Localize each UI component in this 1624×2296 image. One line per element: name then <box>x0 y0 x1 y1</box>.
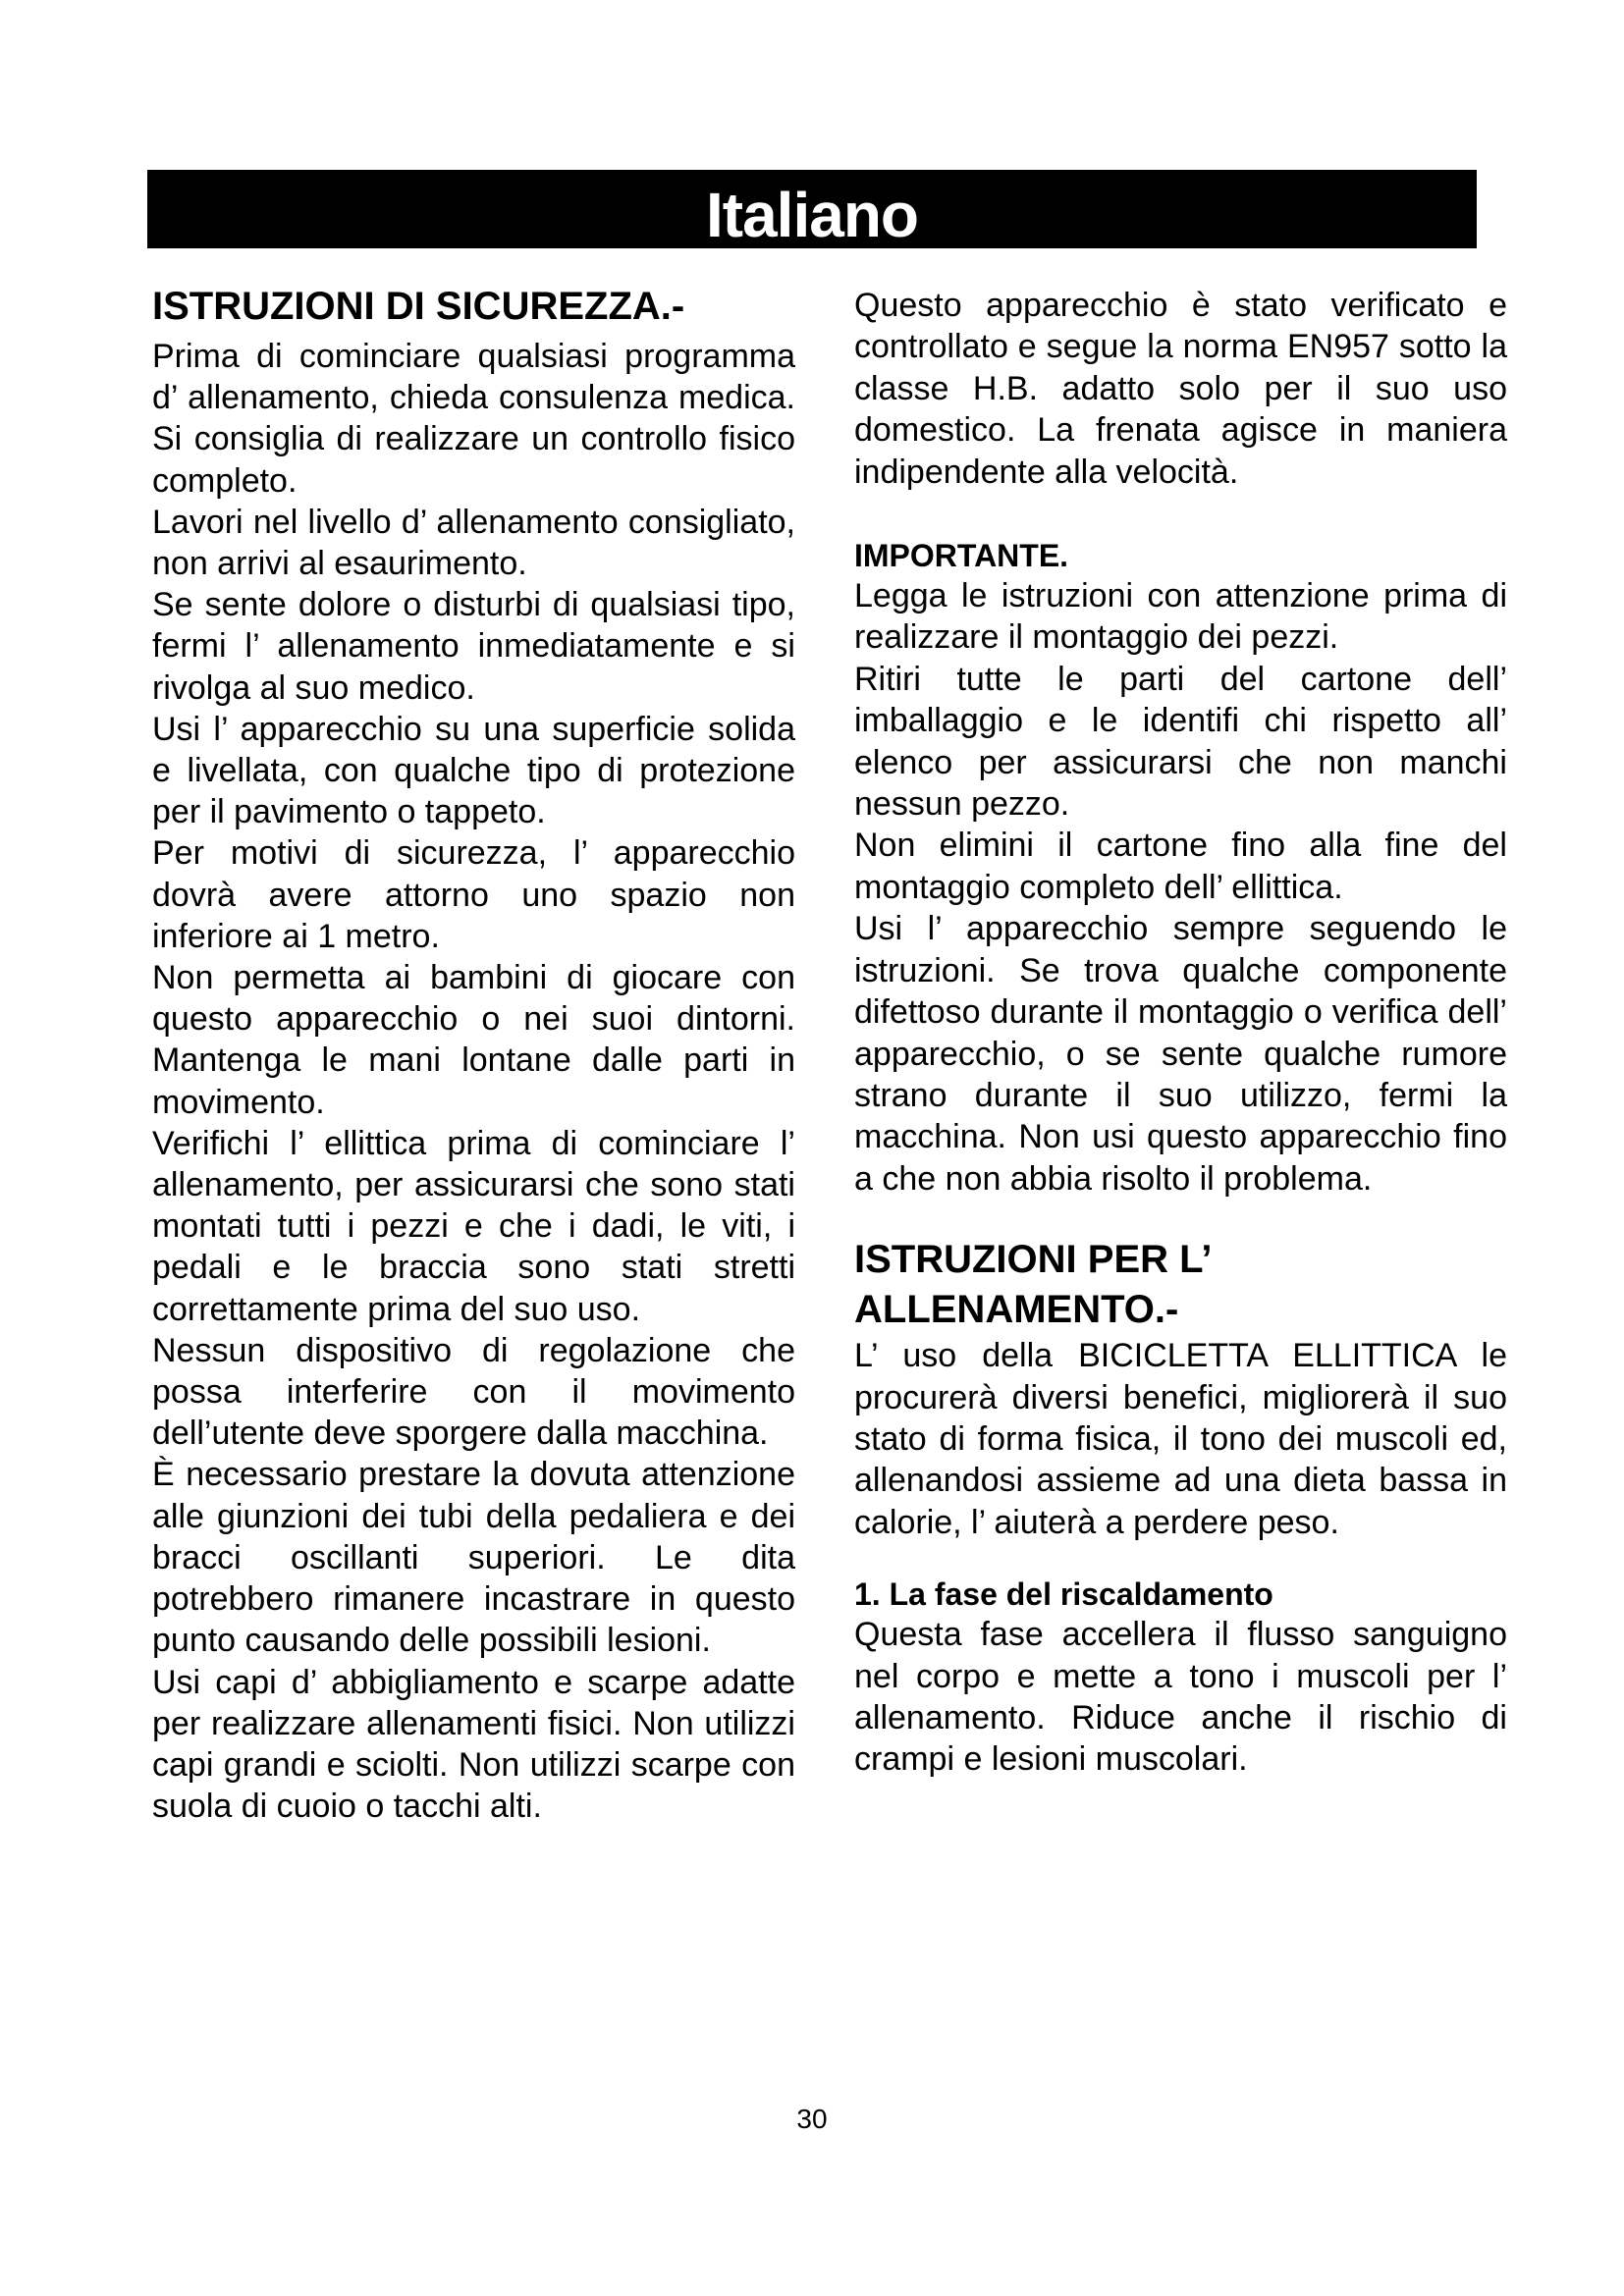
safety-paragraph: È necessario prestare la dovuta attenzione alle giunzioni dei tubi della pedaliera e dei bracci oscillanti superiori. Le dita potrebbero rimanere incastrare in questo punto causando delle possibili lesioni. <box>152 1456 795 1660</box>
warmup-phase-heading: 1. La fase del riscaldamento <box>854 1576 1273 1613</box>
safety-paragraph: Lavori nel livello d’ allenamento consigliato, non arrivi al esaurimento. <box>152 503 795 583</box>
language-header-bar <box>147 170 1477 248</box>
training-intro: L’ uso della BICICLETTA ELLITTICA le procurerà diversi benefici, migliorerà il suo stato di forma fisica, il tono dei muscoli ed, allenandosi assieme ad una dieta bassa in calorie, l’ aiuterà a perdere peso. <box>854 1337 1507 1541</box>
important-heading: IMPORTANTE. <box>854 538 1069 574</box>
safety-heading: ISTRUZIONI DI SICUREZZA.- <box>152 285 685 328</box>
safety-paragraph: Prima di cominciare qualsiasi programma d’ allenamento, chieda consulenza medica. Si consiglia di realizzare un controllo fisico completo. <box>152 338 795 500</box>
warmup-phase-text: Questa fase accellera il flusso sanguigno nel corpo e mette a tono i muscoli per l’ allenamento. Riduce anche il rischio di crampi e lesioni muscolari. <box>854 1616 1507 1779</box>
left-column <box>152 285 795 1827</box>
important-paragraph: Legga le istruzioni con attenzione prima di realizzare il montaggio dei pezzi. <box>854 577 1507 657</box>
standard-compliance-text: Questo apparecchio è stato verificato e controllato e segue la norma EN957 sotto la classe H.B. adatto solo per il suo uso domestico. La frenata agisce in maniera indipendente alla velocità. <box>854 287 1507 491</box>
safety-paragraph: Nessun dispositivo di regolazione che possa interferire con il movimento dell’utente deve sporgere dalla macchina. <box>152 1331 795 1453</box>
safety-paragraph: Se sente dolore o disturbi di qualsiasi tipo, fermi l’ allenamento inmediatamente e si rivolga al suo medico. <box>152 586 795 707</box>
language-title: Italiano <box>705 180 919 248</box>
safety-paragraph: Per motivi di sicurezza, l’ apparecchio dovrà avere attorno uno spazio non inferiore ai 1 metro. <box>152 834 795 955</box>
important-paragraph: Usi l’ apparecchio sempre seguendo le istruzioni. Se trova qualche componente difettoso durante il montaggio o verifica dell’ apparecchio, o se sente qualche rumore strano durante il suo utilizzo, fermi la macchina. Non usi questo apparecchio fino a che non abbia risolto il problema. <box>854 910 1507 1198</box>
safety-paragraph: Usi l’ apparecchio su una superficie solida e livellata, con qualche tipo di protezione per il pavimento o tappeto. <box>152 710 795 831</box>
important-paragraph: Ritiri tutte le parti del cartone dell’ imballaggio e le identifi chi rispetto all’ elenco per assicurarsi che non manchi nessun pezzo. <box>854 660 1507 824</box>
training-heading: ISTRUZIONI PER L’ ALLENAMENTO.- <box>854 1238 1211 1332</box>
safety-paragraph: Usi capi d’ abbigliamento e scarpe adatte per realizzare allenamenti fisici. Non utilizzi capi grandi e sciolti. Non utilizzi scarpe con suola di cuoio o tacchi alti. <box>152 1663 795 1826</box>
safety-paragraph: Verifichi l’ ellittica prima di cominciare l’ allenamento, per assicurarsi che sono stati montati tutti i pezzi e che i dadi, le viti, i pedali e le braccia sono stati stretti correttamente prima del suo uso. <box>152 1124 795 1328</box>
right-column <box>854 285 1507 1781</box>
safety-paragraph: Non permetta ai bambini di giocare con questo apparecchio o nei suoi dintorni. Mantenga le mani lontane dalle parti in movimento. <box>152 959 795 1121</box>
important-paragraph: Non elimini il cartone fino alla fine del montaggio completo dell’ ellittica. <box>854 827 1507 906</box>
page-number: 30 <box>796 2104 828 2134</box>
